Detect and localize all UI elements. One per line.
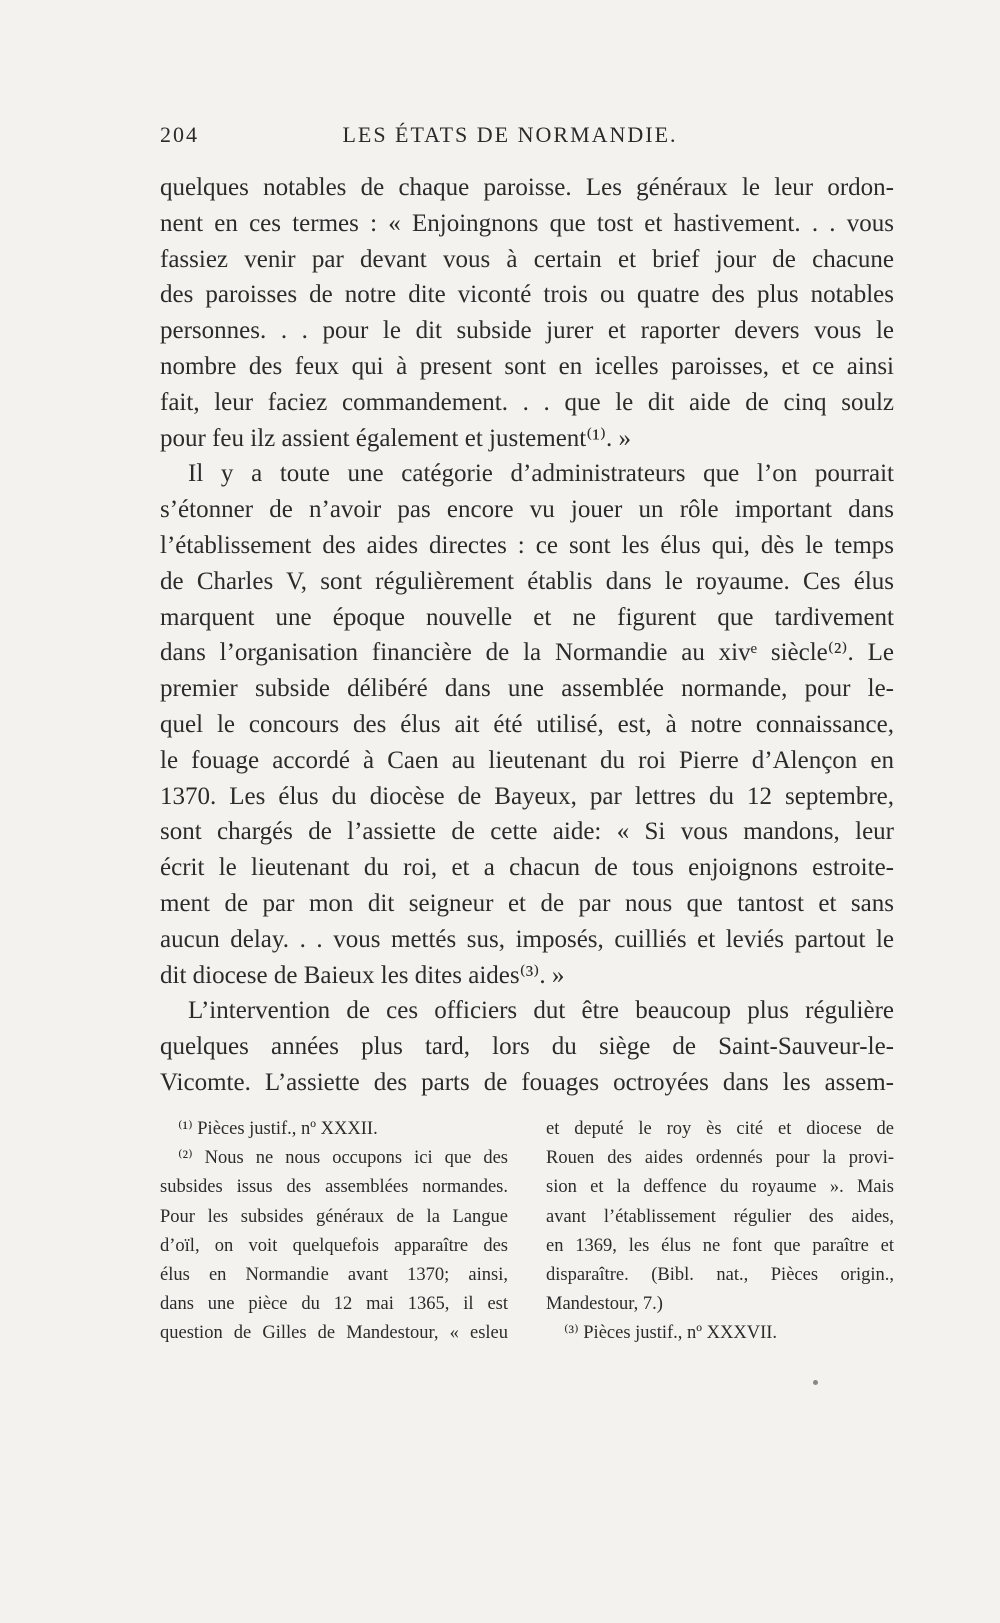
footnote-line: ⁽¹⁾ Pièces justif., nº XXXII. [178, 1119, 378, 1139]
footnote-line: et deputé le roy ès cité et diocese de [546, 1119, 894, 1139]
footnote-line: Pour les subsides généraux de la Langue [160, 1206, 508, 1227]
footnote-line: avant l’établissement régulier des aides, [546, 1206, 894, 1227]
footnote-line: Rouen des aides ordennés pour la provi- [546, 1148, 894, 1169]
text-line: ment de par mon dit seigneur et de par nous que tantost et sans [160, 889, 894, 917]
text-line: écrit le lieutenant du roi, et a chacun de tous enjoignons estroite- [160, 854, 894, 882]
text-line: premier subside délibéré dans une assemblée normande, pour le- [160, 675, 894, 703]
text-line: des paroisses de notre dite viconté trois ou quatre des plus notables [160, 281, 894, 309]
text-line: quelques années plus tard, lors du siège de Saint-Sauveur-le- [160, 1033, 894, 1061]
footnote-line: question de Gilles de Mandestour, « esleu [160, 1323, 508, 1344]
ink-speck [813, 1380, 818, 1385]
page-header [160, 122, 860, 156]
main-text [160, 170, 894, 1101]
footnote-line: en 1369, les élus ne font que paraître et [546, 1235, 894, 1256]
text-line: fassiez venir par devant vous à certain et brief jour de chacune [160, 245, 894, 273]
text-line: marquent une époque nouvelle et ne figurent que tardivement [160, 603, 894, 631]
footnote-line: subsides issus des assemblées normandes. [160, 1177, 508, 1198]
footnotes-right-column [546, 1115, 894, 1349]
text-line: 1370. Les élus du diocèse de Bayeux, par lettres du 12 septembre, [160, 782, 894, 810]
text-line: quel le concours des élus ait été utilisé, est, à notre connaissance, [160, 710, 894, 738]
footnote-line: Mandestour, 7.) [546, 1294, 663, 1315]
page-number: 204 [160, 122, 199, 147]
text-line: fait, leur faciez commandement. . . que le dit aide de cinq soulz [160, 388, 894, 416]
text-line: sont chargés de l’assiette de cette aide: « Si vous mandons, leur [160, 818, 894, 846]
text-line: L’intervention de ces officiers dut être beaucoup plus régulière [188, 997, 894, 1025]
footnote-line: ⁽³⁾ Pièces justif., nº XXXVII. [564, 1323, 778, 1344]
text-line: nent en ces termes : « Enjoingnons que tost et hastivement. . . vous [160, 209, 894, 237]
text-line: quelques notables de chaque paroisse. Les généraux le leur ordon- [160, 174, 894, 201]
text-line: le fouage accordé à Caen au lieutenant du roi Pierre d’Alençon en [160, 746, 894, 774]
text-line: pour feu ilz assient également et justement⁽¹⁾. » [160, 424, 632, 452]
text-line: Il y a toute une catégorie d’administrateurs que l’on pourrait [188, 460, 894, 488]
text-line: aucun delay. . . vous mettés sus, imposés, cuilliés et leviés partout le [160, 925, 894, 953]
text-line: de Charles V, sont régulièrement établis dans le royaume. Ces élus [160, 567, 894, 595]
text-line: dit diocese de Baieux les dites aides⁽³⁾. » [160, 961, 565, 989]
footnote-line: d’oïl, on voit quelquefois apparaître des [160, 1235, 508, 1256]
text-line: s’étonner de n’avoir pas encore vu jouer un rôle important dans [160, 496, 894, 524]
footnotes-left-column [160, 1115, 508, 1349]
footnote-line: ⁽²⁾ Nous ne nous occupons ici que des [178, 1148, 508, 1169]
text-line: personnes. . . pour le dit subside jurer et raporter devers vous le [160, 317, 894, 345]
text-line: dans l’organisation financière de la Normandie au xivᵉ siècle⁽²⁾. Le [160, 639, 894, 667]
footnote-line: dans une pièce du 12 mai 1365, il est [160, 1294, 508, 1315]
footnote-line: disparaître. (Bibl. nat., Pièces origin., [546, 1264, 894, 1285]
text-line: l’établissement des aides directes : ce sont les élus qui, dès le temps [160, 531, 894, 559]
text-line: nombre des feux qui à present sont en icelles paroisses, et ce ainsi [160, 352, 894, 380]
text-line: Vicomte. L’assiette des parts de fouages octroyées dans les assem- [160, 1068, 894, 1096]
footnote-line: élus en Normandie avant 1370; ainsi, [160, 1264, 508, 1285]
footnote-line: sion et la deffence du royaume ». Mais [546, 1177, 894, 1198]
running-title: LES ÉTATS DE NORMANDIE. [342, 122, 678, 147]
